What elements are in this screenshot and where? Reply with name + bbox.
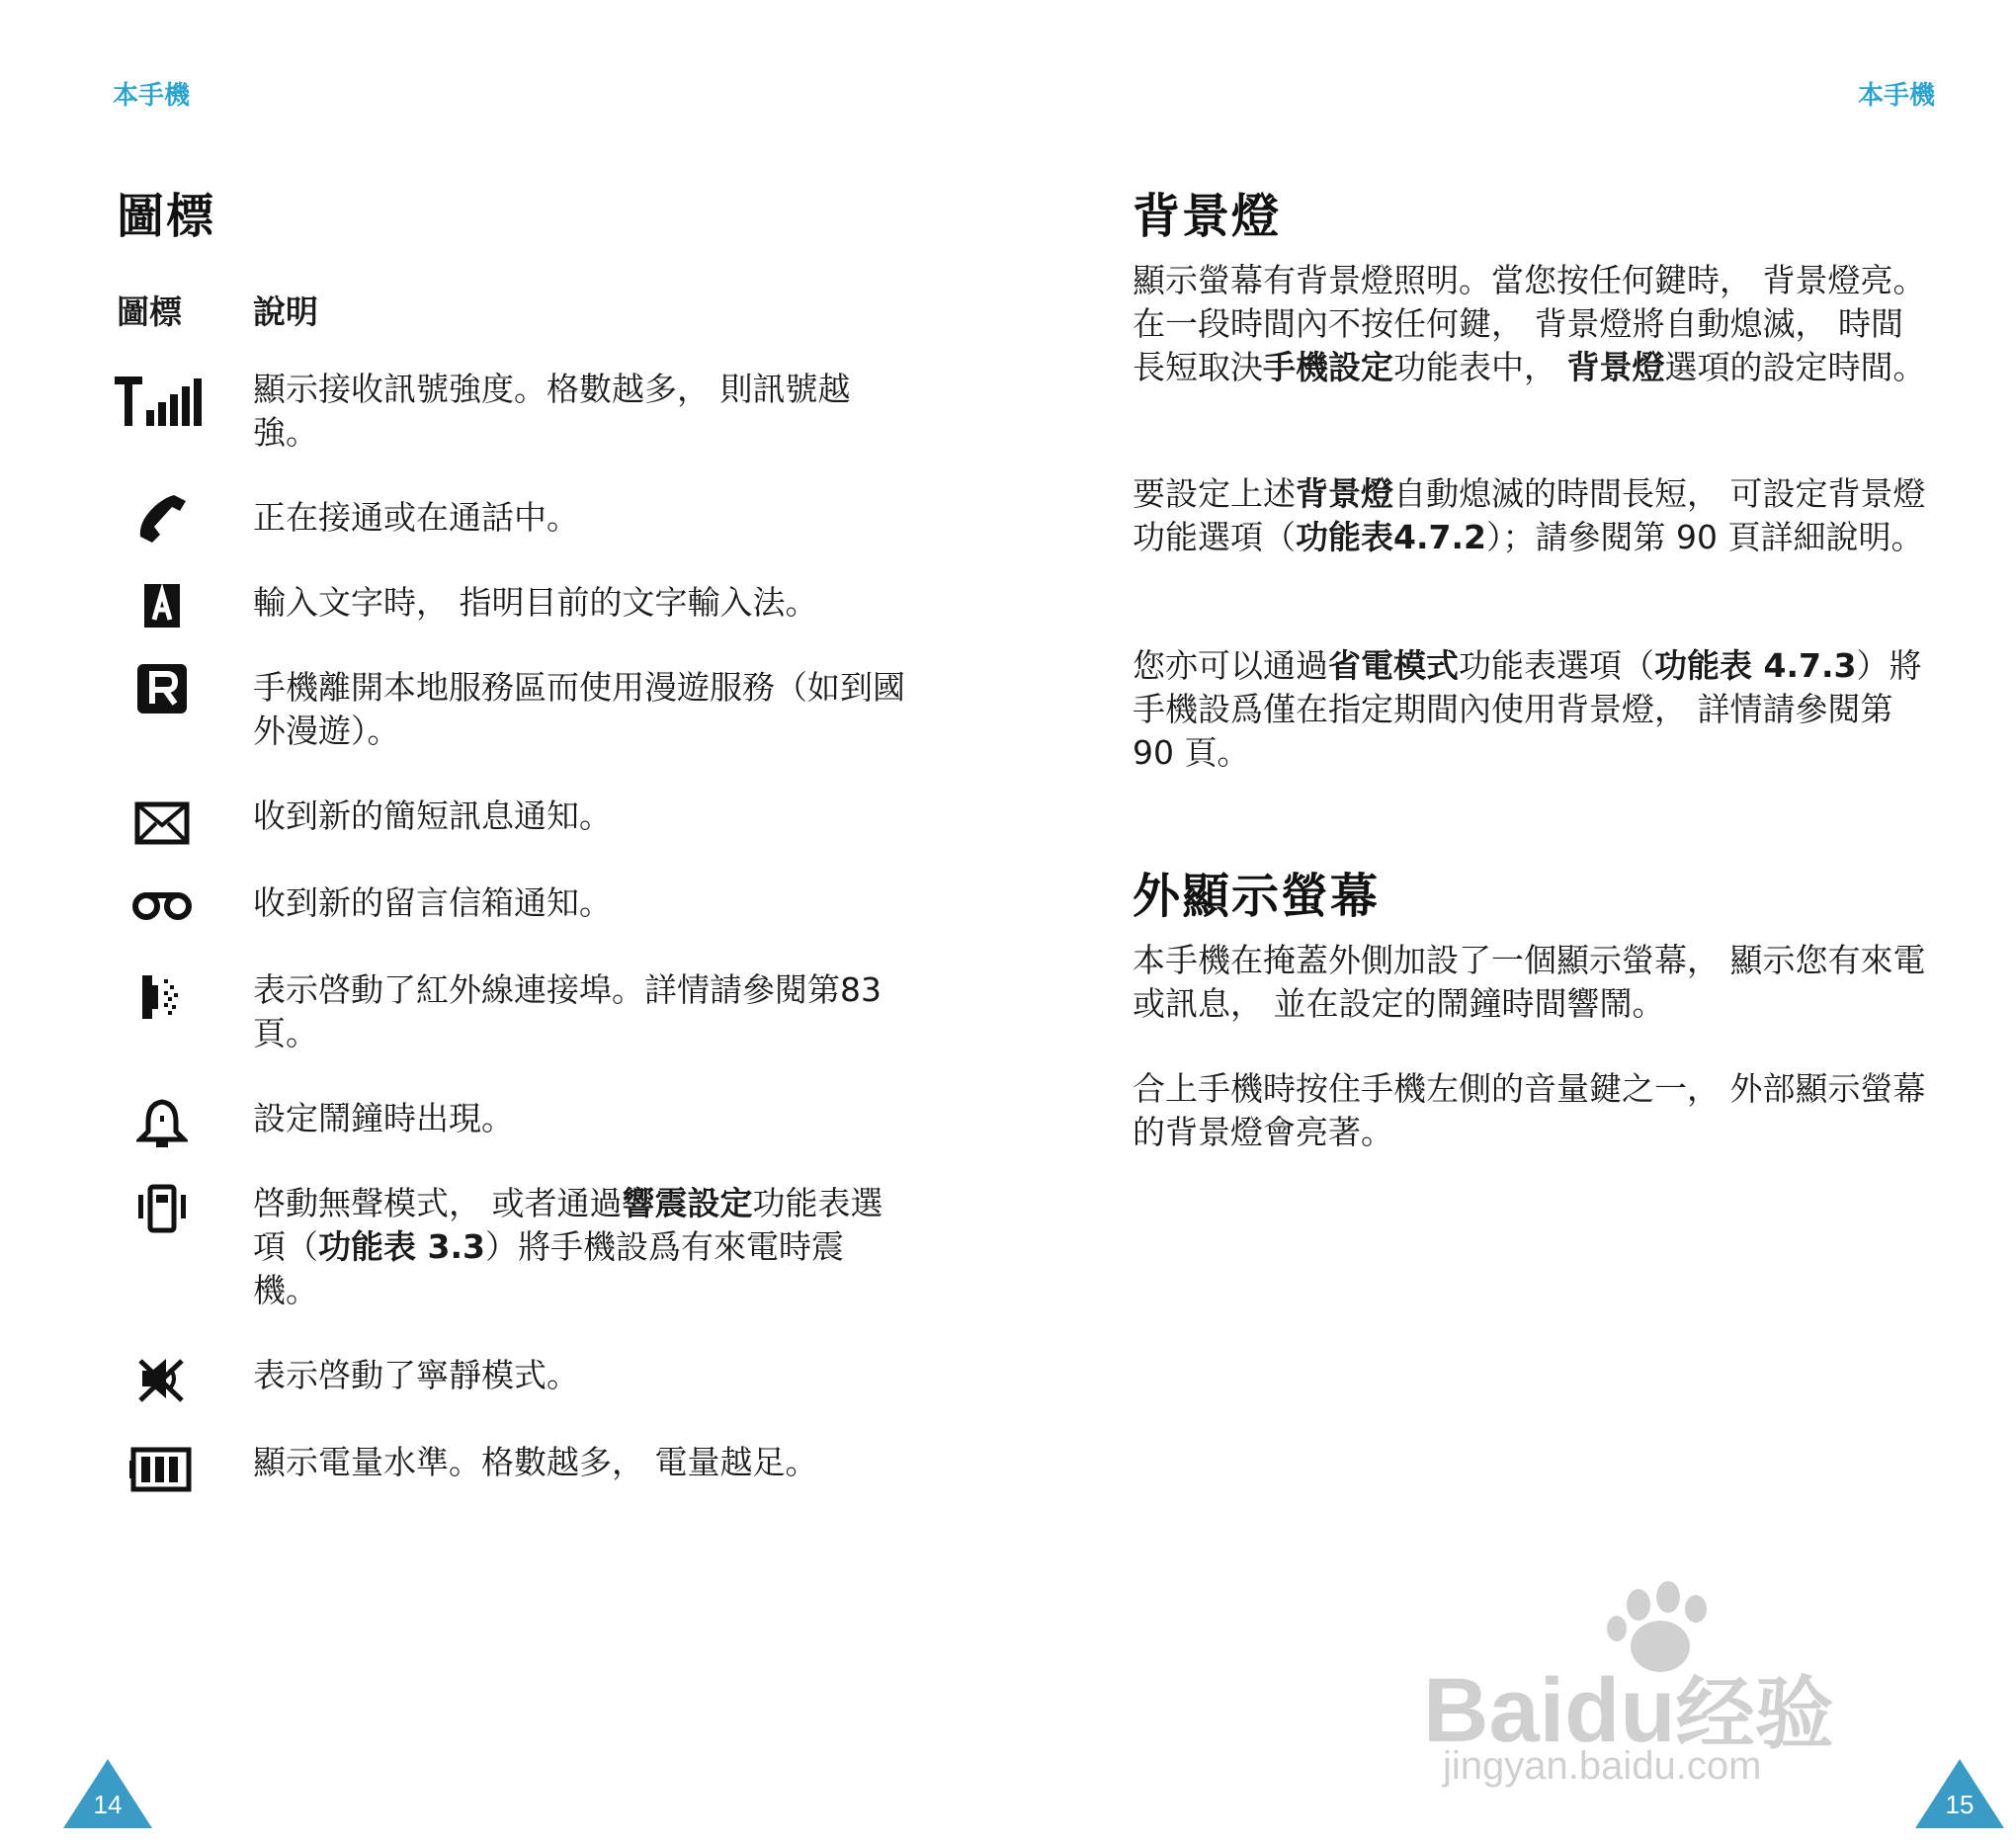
row-description: 顯示電量水準。格數越多， 電量越足。	[253, 1443, 818, 1481]
roaming-icon	[113, 654, 211, 723]
running-header: 本手機	[113, 81, 191, 111]
mute-speaker-icon	[113, 1344, 211, 1413]
signal-strength-icon	[113, 368, 211, 437]
right-page	[1008, 0, 2016, 1846]
call-handset-icon	[113, 484, 211, 553]
row-description: 設定鬧鐘時出現。	[253, 1099, 514, 1137]
row-description: 啓動無聲模式， 或者通過響震設定功能表選項（功能表 3.3）將手機設爲有來電時震機。	[253, 1184, 883, 1309]
page-number-corner	[1915, 1759, 2004, 1828]
watermark-url: jingyan.baidu.com	[1443, 1744, 1762, 1788]
text-input-mode-icon	[113, 571, 211, 640]
voicemail-icon	[113, 872, 211, 941]
row-description: 正在接通或在通話中。	[253, 498, 579, 537]
paragraph: 合上手機時按住手機左側的音量鍵之一， 外部顯示螢幕的背景燈會亮著。	[1133, 1069, 1926, 1151]
section-title-external-display: 外顯示螢幕	[1133, 869, 1381, 924]
page-number: 15	[1945, 1790, 1974, 1819]
watermark-brand: Baidu经验	[1423, 1660, 1834, 1761]
row-description: 表示啓動了寧靜模式。	[253, 1356, 579, 1394]
running-header: 本手機	[1857, 81, 1935, 111]
vibrate-icon	[113, 1174, 211, 1243]
envelope-icon	[113, 789, 211, 858]
column-header-description: 說明	[253, 293, 318, 331]
column-header-icon: 圖標	[117, 293, 182, 331]
row-description: 表示啓動了紅外線連接埠。詳情請參閱第83頁。	[253, 970, 882, 1052]
paragraph: 您亦可以通過省電模式功能表選項（功能表 4.7.3）將手機設爲僅在指定期間內使用背景燈， 詳情請參閱第 90 頁。	[1133, 646, 1922, 772]
page-number-corner	[63, 1759, 152, 1828]
section-title-backlight: 背景燈	[1133, 189, 1282, 244]
row-description: 顯示接收訊號強度。格數越多， 則訊號越強。	[253, 370, 851, 452]
row-description: 收到新的留言信箱通知。	[253, 883, 612, 922]
alarm-bell-icon	[113, 1089, 211, 1158]
paragraph: 顯示螢幕有背景燈照明。當您按任何鍵時， 背景燈亮。在一段時間內不按任何鍵， 背景燈將自動熄滅， 時間長短取決手機設定功能表中， 背景燈選項的設定時間。	[1133, 261, 1926, 386]
page-number: 14	[93, 1790, 123, 1819]
infrared-port-icon	[113, 963, 211, 1032]
baidu-watermark	[1423, 1581, 1917, 1788]
paragraph: 本手機在掩蓋外側加設了一個顯示螢幕， 顯示您有來電或訊息， 並在設定的鬧鐘時間響鬧。	[1133, 941, 1926, 1023]
paragraph: 要設定上述背景燈自動熄滅的時間長短， 可設定背景燈功能選項（功能表4.7.2）；請參閱第 90 頁詳細說明。	[1133, 474, 1926, 556]
battery-icon	[113, 1435, 211, 1504]
page-title: 圖標	[117, 189, 216, 244]
row-description: 手機離開本地服務區而使用漫遊服務（如到國外漫遊）。	[253, 668, 905, 750]
row-description: 收到新的簡短訊息通知。	[253, 797, 612, 835]
row-description: 輸入文字時， 指明目前的文字輸入法。	[253, 583, 818, 622]
